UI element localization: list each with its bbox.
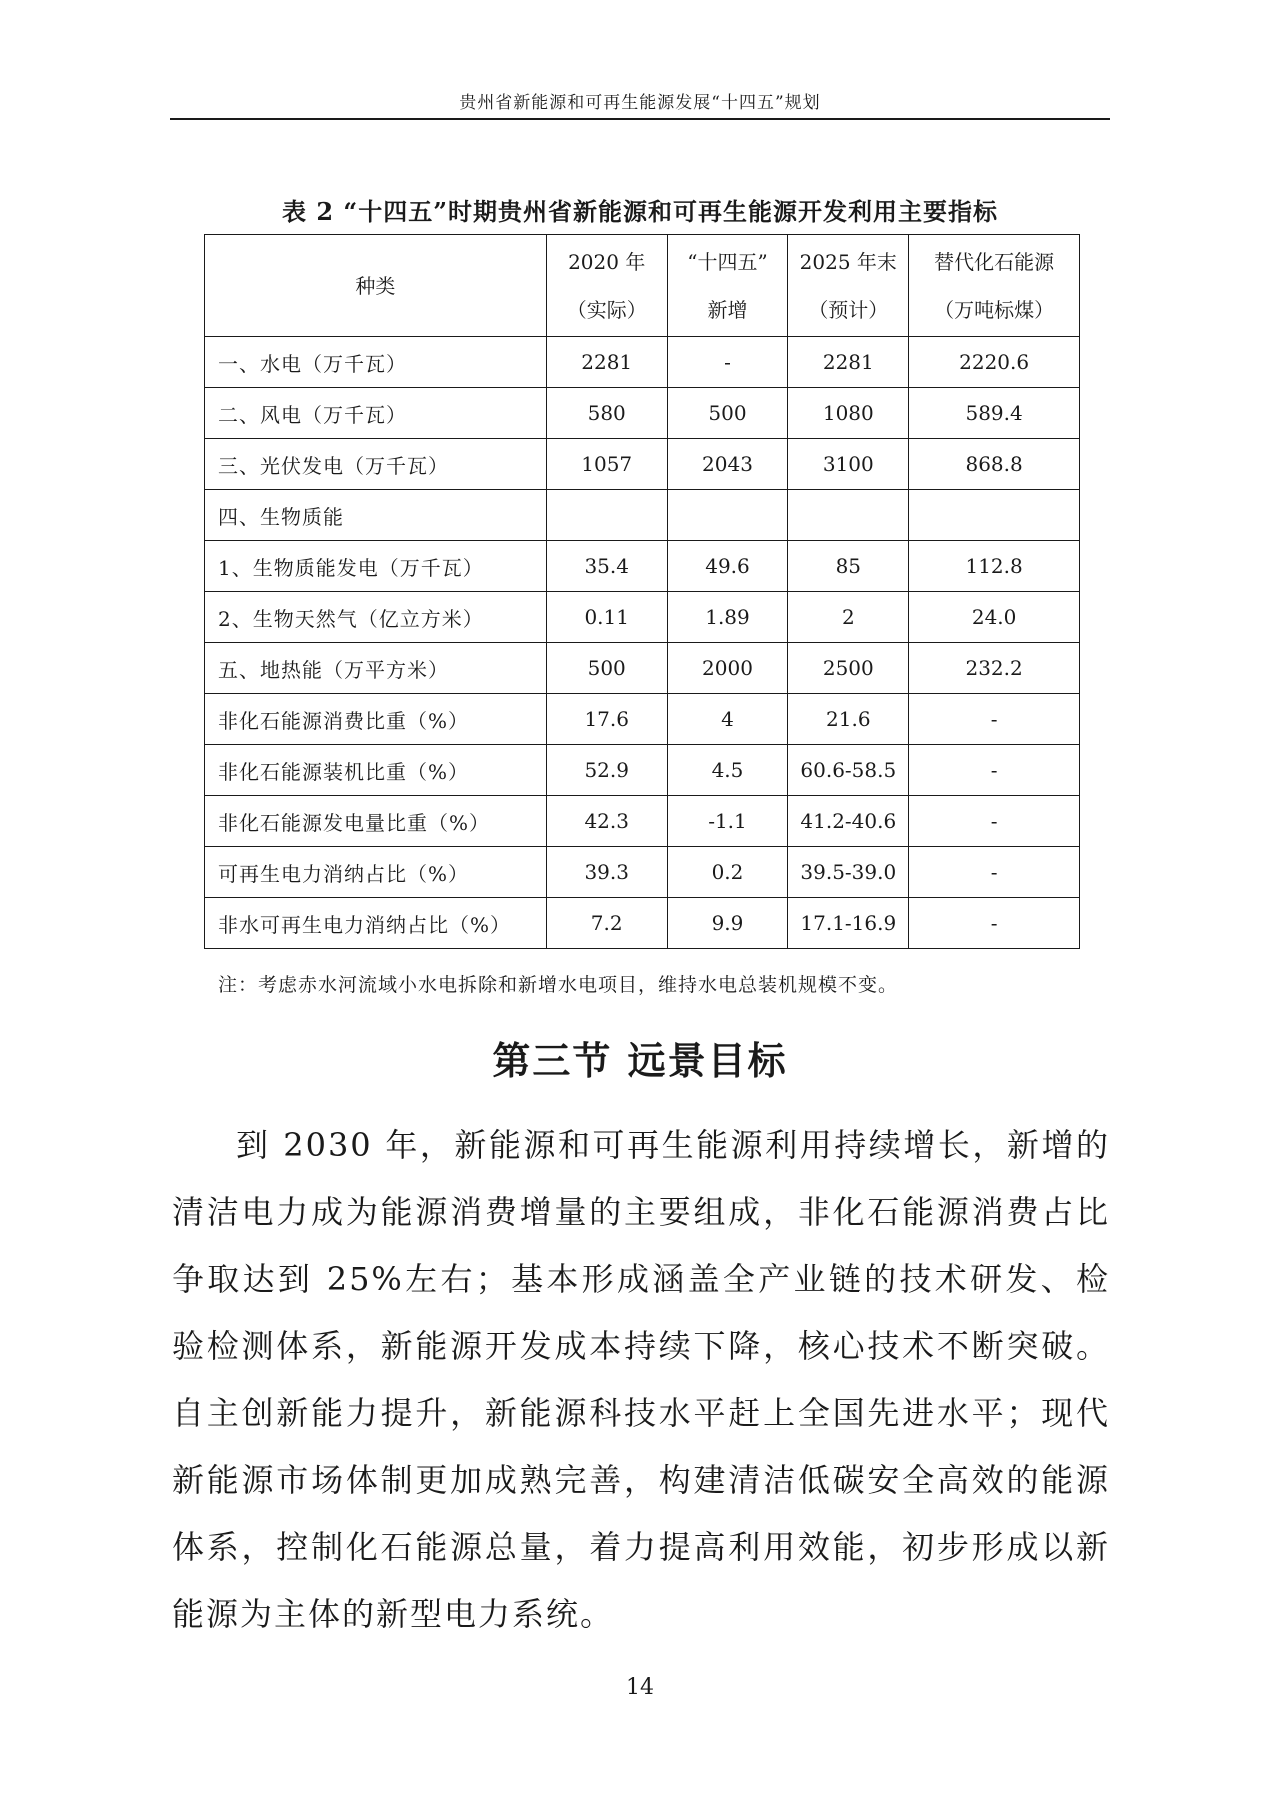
table-row [205, 796, 1080, 847]
table-cell: 41.2-40.6 [788, 796, 909, 847]
table-cell: 232.2 [909, 643, 1080, 694]
table-cell: - [909, 745, 1080, 796]
table-cell: 0.2 [667, 847, 788, 898]
table-cell: 2281 [788, 337, 909, 388]
table-cell: 35.4 [546, 541, 667, 592]
table-cell: 42.3 [546, 796, 667, 847]
table-cell: 17.6 [546, 694, 667, 745]
row-label: 非水可再生电力消纳占比（%） [205, 898, 547, 949]
table-row [205, 694, 1080, 745]
row-label: 非化石能源发电量比重（%） [205, 796, 547, 847]
header-rule [170, 118, 1110, 120]
table-cell: 4.5 [667, 745, 788, 796]
row-label: 四、生物质能 [205, 490, 547, 541]
table-row [205, 898, 1080, 949]
table-cell: 500 [546, 643, 667, 694]
table-cell: 1057 [546, 439, 667, 490]
table-cell: 52.9 [546, 745, 667, 796]
column-header-0 [205, 235, 547, 337]
table-row [205, 388, 1080, 439]
row-label: 二、风电（万千瓦） [205, 388, 547, 439]
table-header [205, 235, 1080, 337]
table-cell: -1.1 [667, 796, 788, 847]
column-header-line1: 替代化石能源 [934, 249, 1055, 274]
table-cell: - [667, 337, 788, 388]
table-cell [788, 490, 909, 541]
table-row [205, 490, 1080, 541]
table-cell: 2281 [546, 337, 667, 388]
column-header-line1: 2020 年 [568, 249, 646, 274]
row-label: 一、水电（万千瓦） [205, 337, 547, 388]
table-row [205, 592, 1080, 643]
table-row [205, 745, 1080, 796]
column-header-line2: （实际） [566, 297, 647, 322]
row-label: 2、生物天然气（亿立方米） [205, 592, 547, 643]
table-row [205, 847, 1080, 898]
table-cell: 4 [667, 694, 788, 745]
column-header-line2: （万吨标煤） [934, 297, 1055, 322]
table-cell: 112.8 [909, 541, 1080, 592]
row-label: 1、生物质能发电（万千瓦） [205, 541, 547, 592]
section-title: 第三节 远景目标 [492, 1038, 788, 1083]
table-cell: 500 [667, 388, 788, 439]
column-header-line2: 新增 [707, 297, 748, 322]
table-cell: - [909, 694, 1080, 745]
table-cell: - [909, 847, 1080, 898]
table-title: 表 2 “十四五”时期贵州省新能源和可再生能源开发利用主要指标 [281, 197, 999, 226]
table-cell: 9.9 [667, 898, 788, 949]
table-cell: 589.4 [909, 388, 1080, 439]
table-cell [909, 490, 1080, 541]
column-header-2 [667, 235, 788, 337]
indicators-table [204, 234, 1080, 949]
table-body [205, 337, 1080, 949]
page-number: 14 [626, 1675, 654, 1700]
table-header-row [205, 235, 1080, 337]
table-cell: 2220.6 [909, 337, 1080, 388]
table-cell: 21.6 [788, 694, 909, 745]
column-header-1 [546, 235, 667, 337]
row-label: 非化石能源消费比重（%） [205, 694, 547, 745]
running-header: 贵州省新能源和可再生能源发展“十四五”规划 [459, 93, 821, 113]
table-note: 注：考虑赤水河流域小水电拆除和新增水电项目，维持水电总装机规模不变。 [218, 974, 899, 996]
row-label: 可再生电力消纳占比（%） [205, 847, 547, 898]
column-header-3 [788, 235, 909, 337]
table-cell: 1080 [788, 388, 909, 439]
row-label: 五、地热能（万平方米） [205, 643, 547, 694]
table-cell: 39.3 [546, 847, 667, 898]
table-cell: 39.5-39.0 [788, 847, 909, 898]
table-cell: 580 [546, 388, 667, 439]
table-cell: 49.6 [667, 541, 788, 592]
row-label: 非化石能源装机比重（%） [205, 745, 547, 796]
column-header-4 [909, 235, 1080, 337]
table-cell: 85 [788, 541, 909, 592]
table-row [205, 643, 1080, 694]
table-cell: - [909, 898, 1080, 949]
table-cell: 2000 [667, 643, 788, 694]
column-header-line1: 2025 年末 [799, 249, 897, 274]
table-cell [546, 490, 667, 541]
table-cell [667, 490, 788, 541]
table-cell: 60.6-58.5 [788, 745, 909, 796]
column-header-line2: （预计） [808, 297, 889, 322]
row-label: 三、光伏发电（万千瓦） [205, 439, 547, 490]
table-cell: 0.11 [546, 592, 667, 643]
column-header-line1: “十四五” [687, 249, 768, 274]
table-cell: 2 [788, 592, 909, 643]
table-row [205, 541, 1080, 592]
body-paragraph: 到 2030 年，新能源和可再生能源利用持续增长，新增的清洁电力成为能源消费增量的主要组成，非化石能源消费占比争取达到 25%左右；基本形成涵盖全产业链的技术研发、检验检测体系，新能源开发成本持续下降，核心技术不断突破。自主创新能力提升，新能源科技水平赶上全国先进水平；现代新能源市场体制更加成熟完善，构建清洁低碳安全高效的能源体系，控制化石能源总量，着力提高利用效能，初步形成以新能源为主体的新型电力系统。 [172, 1126, 1110, 1633]
table-cell: 7.2 [546, 898, 667, 949]
table-cell: 24.0 [909, 592, 1080, 643]
table-cell: - [909, 796, 1080, 847]
table-row [205, 439, 1080, 490]
table-row [205, 337, 1080, 388]
table-cell: 868.8 [909, 439, 1080, 490]
table-cell: 2500 [788, 643, 909, 694]
table-cell: 17.1-16.9 [788, 898, 909, 949]
table-cell: 2043 [667, 439, 788, 490]
column-header-line1: 种类 [355, 273, 396, 298]
table-cell: 3100 [788, 439, 909, 490]
table-cell: 1.89 [667, 592, 788, 643]
